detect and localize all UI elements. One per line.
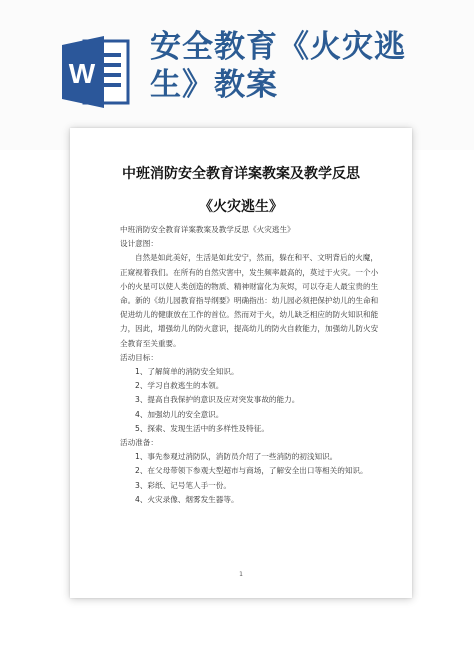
goals-heading: 活动目标：: [120, 352, 158, 362]
document-page: [70, 128, 412, 598]
word-icon: [62, 33, 130, 111]
prep-item: 4、火灾录像、烟雾发生器等。: [135, 494, 239, 504]
goal-item: 2、学习自救逃生的本领。: [135, 381, 224, 391]
prep-item: 3、彩纸、记号笔人手一份。: [135, 480, 231, 490]
word-logo-letter: W: [68, 58, 96, 89]
document-title: 中班消防安全教育详案教案及教学反思《火灾逃生》: [122, 166, 360, 215]
banner-title: 安全教育《火灾逃生》教案: [150, 29, 406, 103]
prep-item: 2、在父母带领下参观大型超市与商场，了解安全出口等相关的知识。: [135, 466, 368, 476]
subtitle-line: 中班消防安全教育详案教案及教学反思《火灾逃生》: [120, 225, 295, 234]
document-body: [120, 223, 382, 507]
prep-item: 1、事先参观过消防队，消防员介绍了一些消防的初浅知识。: [135, 452, 338, 462]
goal-item: 3、提高自我保护的意识及应对突发事故的能力。: [135, 395, 300, 405]
goal-item: 5、探索、发现生活中的多样性及特征。: [135, 423, 269, 433]
design-heading: 设计意图：: [120, 239, 158, 249]
goal-item: 1、了解简单的消防安全知识。: [135, 367, 239, 377]
design-paragraph: 自然是如此美好，生活是如此安宁，然而，躲在和平、文明背后的火魔，正窥视着我们。在所有的自然灾害中，发生频率最高的，莫过于火灾。一个小小的火星可以使人类创造的物质、精神财富化为灰烬，可以夺走人最宝贵的生命。新的《幼儿园教育指导纲要》明确指出：幼儿园必须把保护幼儿的生命和促进幼儿的健康放在工作的首位。然而对于火，幼儿缺乏相应的防火知识和能力，因此，增强幼儿的防火意识，提高幼儿的防火自救能力，加强幼儿防火安全教育至关重要。: [120, 253, 379, 348]
goal-item: 4、加强幼儿的安全意识。: [135, 409, 224, 419]
prep-heading: 活动准备：: [120, 438, 158, 448]
page-number: 1: [239, 571, 243, 578]
